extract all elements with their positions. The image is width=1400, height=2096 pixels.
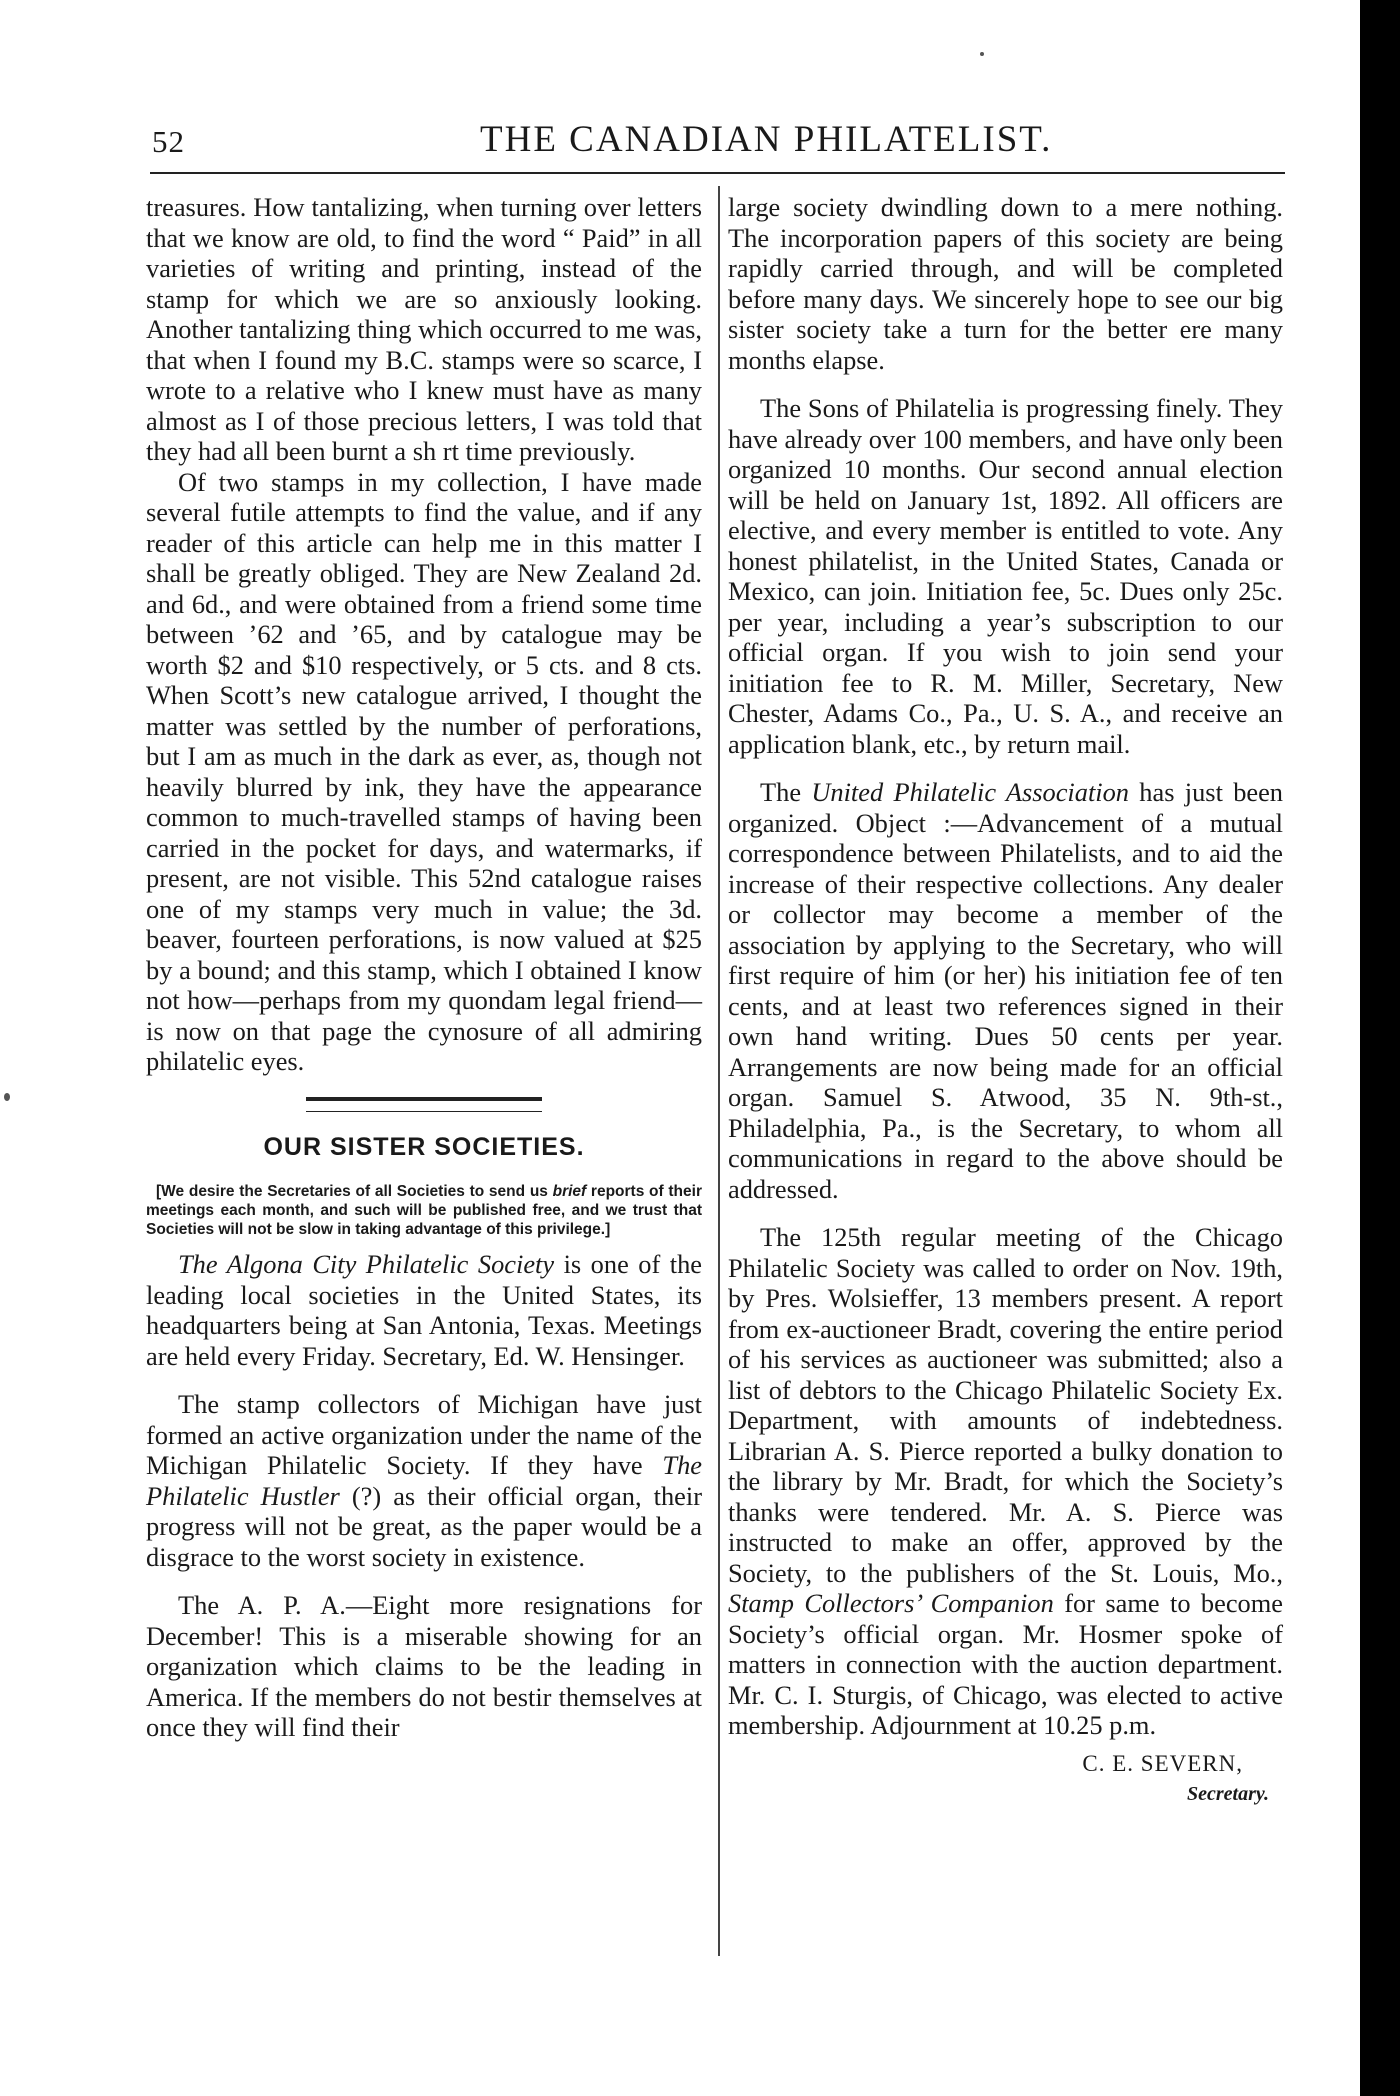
left-column: [146, 192, 702, 1743]
editor-note-text: reports of their meetings each month, and such will be published free, and we trust that Societies will not be slow in taking advantage of this privilege.]: [146, 1183, 702, 1238]
paragraph-text: The stamp collectors of Michigan have just formed an active organization under the name of the Michigan Philatelic Society. If they have: [146, 1389, 702, 1480]
stamps-paragraph: Of two stamps in my collection, I have made several futile attempts to find the value, and if any reader of this article can help me in this matter I shall be greatly obliged. They are New Zealand 2d. and 6d., and were obtained from a friend some time between ’62 and ’65, and by catalogue may be worth $2 and $10 respectively, or 5 cts. and 8 cts. When Scott’s new catalogue arrived, I thought the matter was settled by the number of perforations, but I am as much in the dark as ever, as, though not heavily blurred by ink, they have the appearance common to much-travelled stamps of having been carried in the pocket for days, and watermarks, if present, are not visible. This 52nd catalogue raises one of my stamps very much in value; the 3d. beaver, fourteen perforations, is now valued at $25 by a bound; and this stamp, which I obtained I know not how—perhaps from my quondam legal friend—is now on that page the cynosure of all admiring philatelic eyes.: [146, 466, 702, 1076]
editor-note-emphasis: brief: [552, 1183, 587, 1200]
michigan-paragraph: [146, 1389, 702, 1572]
column-rule: [718, 186, 720, 1956]
paragraph-text: The 125th regular meeting of the Chicago Philatelic Society was called to order on Nov. 19th, by Pres. Wolsieffer, 13 members present. A report from ex-auctioneer Bradt, covering the entire period of his services as auctioneer was submitted; also a list of debtors to the Chicago Philatelic Society Ex. Department, with amounts of indebtedness. Librarian A. S. Pierce reported a bulky donation to the library by Mr. Bradt, for which the Society’s thanks were tendered. Mr. A. S. Pierce was instructed to make an offer, approved by the Society, to the publishers of the St. Louis, Mo.,: [728, 1222, 1283, 1588]
apa-paragraph: The A. P. A.—Eight more resignations for December! This is a miserable showing for an organization which claims to be the leading in America. If the members do not bestir themselves at once they will find their: [146, 1590, 702, 1742]
paragraph-text: for same to become Society’s official organ. Mr. Hosmer spoke of matters in connection with the auction department. Mr. C. I. Sturgis, of Chicago, was elected to active membership. Adjournment at 10.25 p.m.: [728, 1588, 1283, 1740]
publication-name: Stamp Collectors’ Companion: [728, 1588, 1054, 1618]
paragraph-text: is one of the leading local societies in the United States, its headquarters being at San Antonia, Texas. Meetings are held every Friday. Secretary, Ed. W. Hensinger.: [146, 1249, 702, 1371]
continued-paragraph: large society dwindling down to a mere nothing. The incorporation papers of this society are being rapidly carried through, and will be completed before many days. We sincerely hope to see our big sister society take a turn for the better ere many months elapse.: [728, 192, 1283, 375]
scan-edge-shadow: [1360, 0, 1400, 2096]
section-heading: OUR SISTER SOCIETIES.: [263, 1132, 585, 1161]
organ-name: The Philatelic Hustler: [146, 1450, 702, 1511]
running-head: THE CANADIAN PHILATELIST.: [480, 119, 1053, 160]
united-paragraph: [728, 777, 1283, 1204]
signature-name: C. E. SEVERN,: [1082, 1750, 1243, 1776]
paragraph-text: (?) as their official organ, their progress will not be great, as the paper would be a disgrace to the worst society in existence.: [146, 1480, 703, 1572]
page-number: 52: [152, 124, 185, 159]
paragraph-text: The: [760, 777, 812, 807]
section-ornament-rule: [306, 1097, 542, 1112]
continued-paragraph: treasures. How tantalizing, when turning over letters that we know are old, to find the word “ Paid” in all varieties of writing and printing, instead of the stamp for which we are so anxiously looking. Another tantalizing thing which occurred to me was, that when I found my B.C. stamps were so scarce, I wrote to a relative who I knew must have as many almost as I of those precious letters, I was told that they had all been burnt a sh rt time previously.: [146, 192, 702, 466]
association-name: United Philatelic Association: [811, 777, 1130, 807]
society-name: The Algona City Philatelic Society: [178, 1249, 555, 1279]
header-rule: [150, 172, 1285, 174]
signature-title: Secretary.: [1186, 1783, 1269, 1805]
chicago-paragraph: [728, 1222, 1283, 1741]
paragraph-text: has just been organized. Object :—Advancement of a mutual correspondence between Philatelists, and to aid the increase of their respective collections. Any dealer or collector may become a member of the association by applying to the Secretary, who will first require of him (or her) his initiation fee of ten cents, and at least two references signed in their own hand writing. Dues 50 cents per year. Arrangements are now being made for an official organ. Samuel S. Atwood, 35 N. 9th-st., Philadelphia, Pa., is the Secretary, to whom all communications in regard to the above should be addressed.: [728, 777, 1284, 1204]
right-column: [728, 192, 1283, 1810]
sons-paragraph: The Sons of Philatelia is progressing finely. They have already over 100 members, and have only been organized 10 months. Our second annual election will be held on January 1st, 1892. All officers are elective, and every member is entitled to vote. Any honest philatelist, in the United States, Canada or Mexico, can join. Initiation fee, 5c. Dues only 25c. per year, including a year’s subscription to our official organ. If you wish to join send your initiation fee to R. M. Miller, Secretary, New Chester, Adams Co., Pa., U. S. A., and receive an application blank, etc., by return mail.: [728, 393, 1283, 759]
editor-note: [146, 1182, 702, 1239]
scan-speck: [4, 1093, 10, 1101]
algona-paragraph: [146, 1249, 702, 1371]
scan-speck: [980, 52, 984, 56]
editor-note-text: [We desire the Secretaries of all Societies to send us: [156, 1183, 553, 1200]
